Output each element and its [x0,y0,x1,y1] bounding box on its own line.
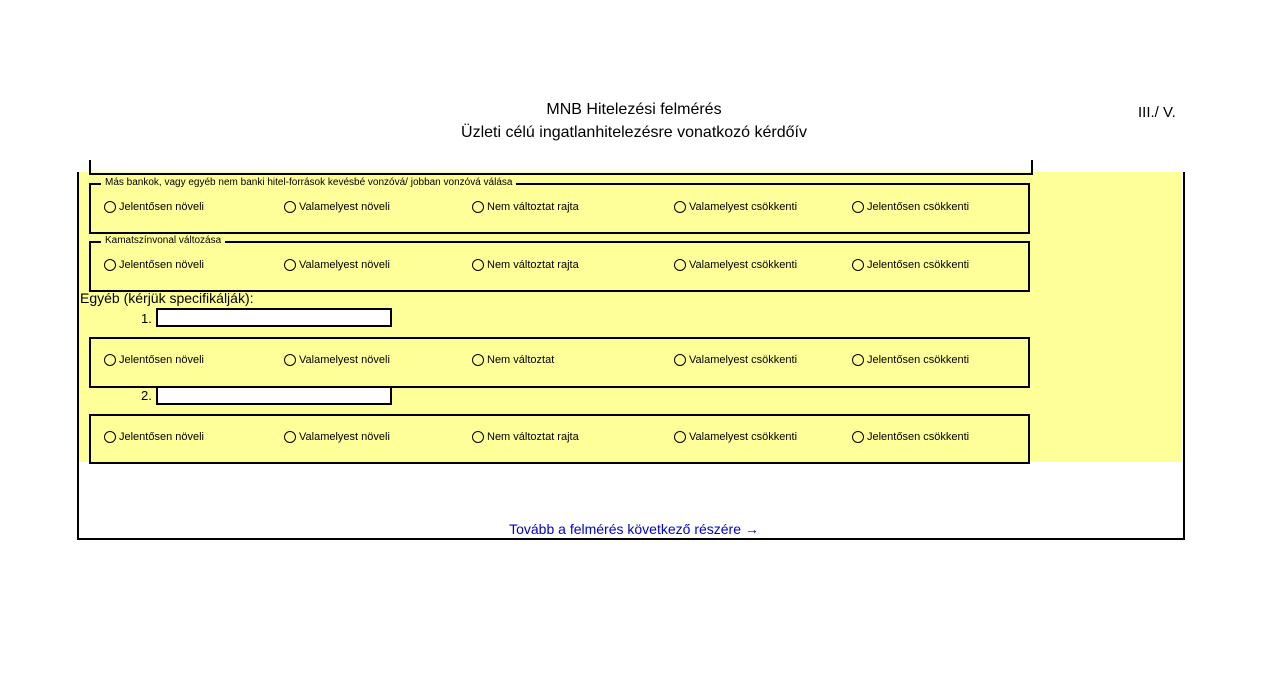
other-specify-label: Egyéb (kérjük specifikálják): [80,290,254,306]
other-item-1-number: 1. [141,311,152,326]
question-group-other-2 [89,414,1030,464]
radio-option-significantly-decreases[interactable] [852,258,969,272]
other-item-2-input[interactable] [156,386,392,405]
other-item-2-number: 2. [141,388,152,403]
radio-option-somewhat-decreases[interactable] [674,200,797,214]
question-group-interest-rate [89,235,1030,292]
radio-button[interactable] [674,259,686,271]
radio-option-somewhat-increases[interactable] [284,430,390,444]
radio-option-significantly-decreases[interactable] [852,353,969,367]
radio-button[interactable] [674,431,686,443]
radio-option-significantly-increases[interactable] [104,200,204,214]
radio-button[interactable] [852,354,864,366]
radio-button[interactable] [104,354,116,366]
radio-button[interactable] [284,431,296,443]
radio-option-label: Jelentősen csökkenti [867,354,970,366]
radio-option-significantly-increases[interactable] [104,258,204,272]
radio-button[interactable] [472,431,484,443]
radio-button[interactable] [852,259,864,271]
radio-option-label: Jelentősen csökkenti [867,201,970,213]
radio-option-label: Valamelyest csökkenti [689,431,798,443]
radio-button[interactable] [284,201,296,213]
radio-option-somewhat-increases[interactable] [284,200,390,214]
radio-option-label: Nem változtat [487,354,555,366]
radio-option-somewhat-decreases[interactable] [674,430,797,444]
radio-option-significantly-increases[interactable] [104,353,204,367]
radio-button[interactable] [284,354,296,366]
radio-option-label: Valamelyest növeli [299,431,390,443]
radio-button[interactable] [674,354,686,366]
radio-option-significantly-decreases[interactable] [852,200,969,214]
radio-button[interactable] [104,201,116,213]
radio-button[interactable] [852,201,864,213]
radio-option-somewhat-increases[interactable] [284,258,390,272]
radio-option-label: Jelentősen növeli [119,201,205,213]
radio-option-label: Valamelyest csökkenti [689,259,798,271]
radio-option-label: Valamelyest növeli [299,201,390,213]
radio-option-no-change[interactable] [472,258,579,272]
radio-button[interactable] [852,431,864,443]
radio-option-label: Valamelyest növeli [299,259,390,271]
radio-option-label: Jelentősen csökkenti [867,431,970,443]
radio-option-label: Jelentősen csökkenti [867,259,970,271]
radio-option-label: Jelentősen növeli [119,354,205,366]
radio-option-label: Valamelyest csökkenti [689,201,798,213]
question-group-other-banks [89,177,1030,234]
radio-button[interactable] [104,259,116,271]
page-subtitle: Üzleti célú ingatlanhitelezésre vonatkozó kérdőív [461,124,807,141]
page-title: MNB Hitelezési felmérés [546,101,722,118]
group-legend: Kamatszínvonal változása [101,234,225,248]
radio-option-significantly-increases[interactable] [104,430,204,444]
previous-group-border [89,160,1033,175]
radio-option-label: Jelentősen növeli [119,431,205,443]
other-item-1-input[interactable] [156,308,392,327]
radio-button[interactable] [472,201,484,213]
page-indicator: III./ V. [1138,104,1176,121]
next-section-link[interactable]: Tovább a felmérés következő részére → [509,521,759,537]
radio-option-somewhat-decreases[interactable] [674,258,797,272]
radio-button[interactable] [472,354,484,366]
group-legend: Más bankok, vagy egyéb nem banki hitel-források kevésbé vonzóvá/ jobban vonzóvá válása [101,176,516,190]
radio-option-no-change[interactable] [472,200,579,214]
radio-option-no-change[interactable] [472,353,554,367]
radio-button[interactable] [472,259,484,271]
radio-option-no-change[interactable] [472,430,579,444]
radio-option-somewhat-increases[interactable] [284,353,390,367]
radio-option-significantly-decreases[interactable] [852,430,969,444]
radio-option-label: Valamelyest növeli [299,354,390,366]
radio-option-label: Valamelyest csökkenti [689,354,798,366]
radio-option-label: Nem változtat rajta [487,259,579,271]
radio-option-label: Nem változtat rajta [487,201,579,213]
radio-button[interactable] [104,431,116,443]
radio-option-label: Nem változtat rajta [487,431,579,443]
question-group-other-1 [89,337,1030,388]
radio-option-label: Jelentősen növeli [119,259,205,271]
radio-button[interactable] [284,259,296,271]
radio-option-somewhat-decreases[interactable] [674,353,797,367]
radio-button[interactable] [674,201,686,213]
